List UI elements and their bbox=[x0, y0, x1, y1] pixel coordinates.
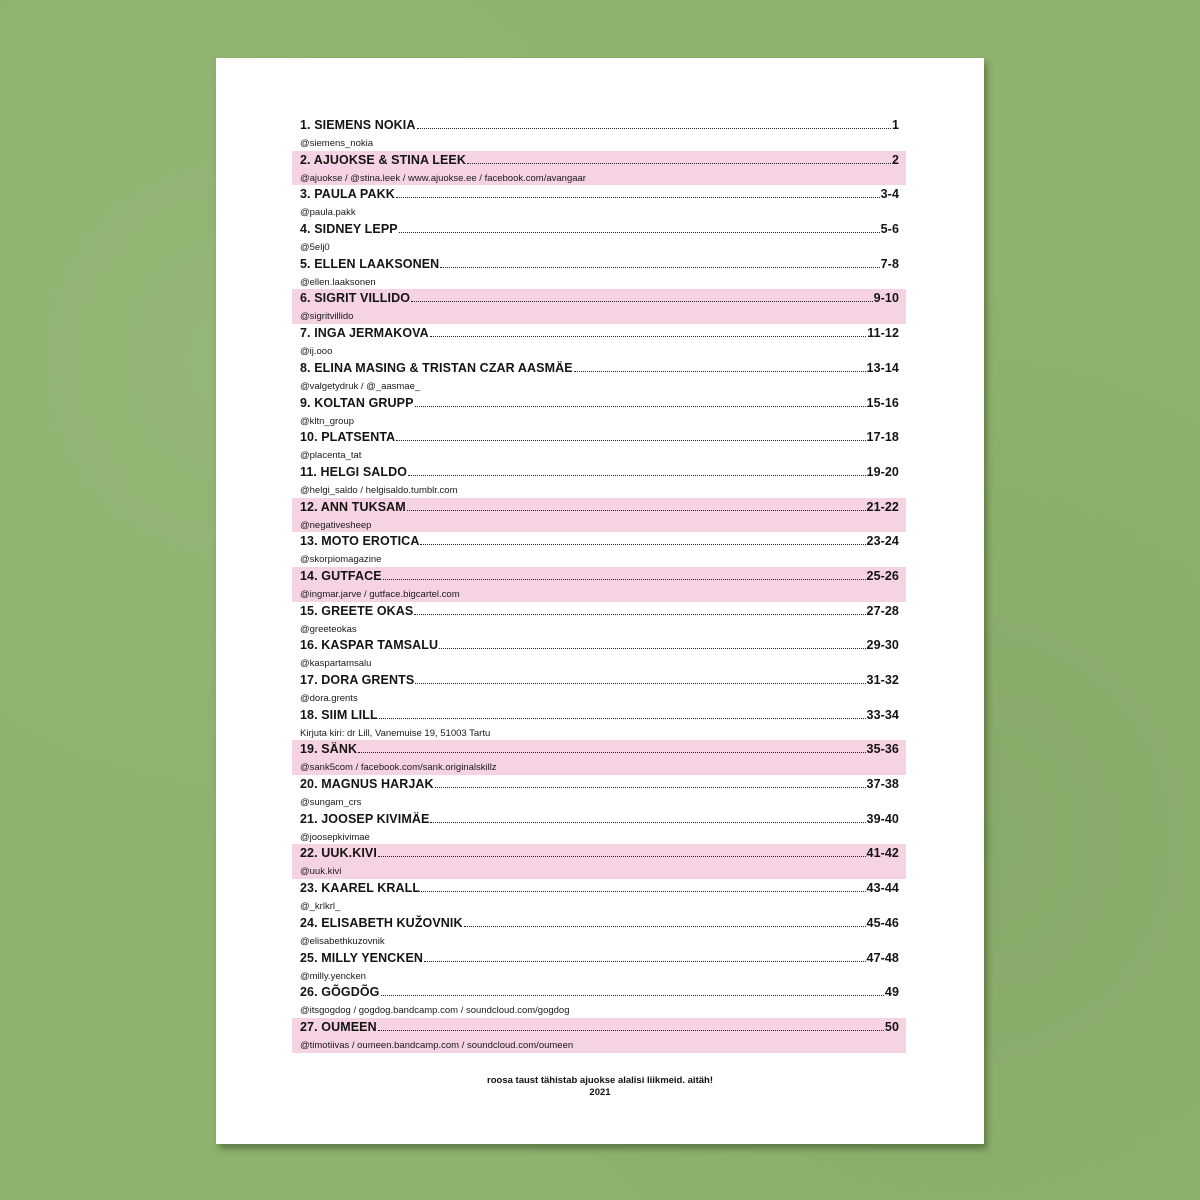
dot-leader bbox=[464, 925, 866, 927]
toc-entry-line bbox=[300, 844, 899, 865]
entry-contact: @negativesheep bbox=[300, 519, 372, 531]
dot-leader bbox=[381, 994, 884, 996]
entry-title: 10. PLATSENTA bbox=[300, 430, 396, 445]
toc-entry bbox=[292, 775, 906, 810]
entry-contact: @_krlkrl_ bbox=[300, 901, 341, 913]
entry-contact: @dora.grents bbox=[300, 693, 358, 704]
entry-contact: @timotiivas / oumeen.bandcamp.com / soundcloud.com/oumeen bbox=[300, 1039, 574, 1051]
entry-contact: @ajuokse / @stina.leek / www.ajuokse.ee / facebook.com/avangaar bbox=[300, 172, 586, 184]
toc-entry bbox=[292, 810, 906, 845]
entry-contact: @elisabethkuzovnik bbox=[300, 935, 385, 947]
toc-entry-line bbox=[300, 428, 899, 449]
toc-entry bbox=[292, 602, 906, 637]
toc-entry bbox=[292, 914, 906, 949]
toc-entry bbox=[292, 706, 906, 741]
dot-leader bbox=[408, 474, 865, 476]
entry-contact: @itsgogdog / gogdog.bandcamp.com / soundcloud.com/gogdog bbox=[300, 1005, 570, 1017]
toc-entry-line bbox=[300, 220, 899, 241]
toc-entry bbox=[292, 289, 906, 324]
toc-entry bbox=[292, 220, 906, 255]
entry-pages: 9-10 bbox=[873, 291, 899, 306]
entry-title: 9. KOLTAN GRUPP bbox=[300, 395, 414, 410]
entry-title: 19. SÄNK bbox=[300, 742, 358, 757]
entry-contact: @siemens_nokia bbox=[300, 138, 374, 149]
entry-contact: @sungam_crs bbox=[300, 797, 362, 809]
toc-entry bbox=[292, 1018, 906, 1053]
dot-leader bbox=[435, 786, 866, 788]
dot-leader bbox=[430, 335, 866, 337]
dot-leader bbox=[440, 266, 879, 268]
toc-entry-line bbox=[300, 671, 899, 692]
entry-title: 21. JOOSEP KIVIMÄE bbox=[300, 811, 430, 826]
dot-leader bbox=[467, 162, 891, 164]
footer-note: roosa taust tähistab ajuokse alalisi liikmeid. aitäh! bbox=[487, 1075, 713, 1086]
entry-pages: 31-32 bbox=[866, 673, 899, 687]
entry-contact: @milly.yencken bbox=[300, 970, 366, 982]
entry-pages: 37-38 bbox=[866, 777, 899, 792]
entry-title: 5. ELLEN LAAKSONEN bbox=[300, 256, 440, 271]
entry-title: 11. HELGI SALDO bbox=[300, 464, 408, 479]
entry-contact: @greeteokas bbox=[300, 623, 357, 635]
entry-pages: 47-48 bbox=[866, 950, 899, 965]
toc-entry bbox=[292, 740, 906, 775]
entry-pages: 7-8 bbox=[880, 256, 899, 271]
toc-entry-line bbox=[300, 775, 899, 796]
entry-contact: @kaspartamsalu bbox=[300, 658, 372, 670]
toc-entry-line bbox=[300, 602, 899, 623]
entry-contact: @joosepkivimae bbox=[300, 831, 370, 843]
printed-page bbox=[216, 58, 984, 1144]
entry-title: 26. GÕGDÕG bbox=[300, 985, 380, 1000]
entry-contact: @5elj0 bbox=[300, 242, 330, 254]
entry-pages: 49 bbox=[884, 985, 899, 1000]
toc-entry bbox=[292, 428, 906, 463]
toc-entry bbox=[292, 949, 906, 984]
entry-title: 22. UUK.KIVI bbox=[300, 846, 377, 861]
entry-pages: 11-12 bbox=[867, 326, 899, 341]
toc-entry-line bbox=[300, 706, 899, 727]
toc-entry-line bbox=[300, 879, 899, 900]
dot-leader bbox=[379, 717, 866, 719]
entry-contact: @ingmar.jarve / gutface.bigcartel.com bbox=[300, 588, 460, 600]
entry-contact: @skorpiomagazine bbox=[300, 554, 382, 566]
toc-entry bbox=[292, 844, 906, 879]
entry-title: 17. DORA GRENTS bbox=[300, 673, 415, 687]
entry-title: 20. MAGNUS HARJAK bbox=[300, 777, 434, 792]
toc-entry bbox=[292, 636, 906, 671]
dot-leader bbox=[421, 890, 865, 892]
toc-entry-line bbox=[300, 740, 899, 761]
toc-entry bbox=[292, 359, 906, 394]
toc-entry bbox=[292, 394, 906, 429]
toc-entry bbox=[292, 255, 906, 290]
entry-contact: @placenta_tat bbox=[300, 450, 362, 462]
toc-entry-line bbox=[300, 289, 899, 310]
entry-pages: 25-26 bbox=[866, 568, 899, 583]
entry-pages: 2 bbox=[891, 152, 899, 167]
toc-entry-line bbox=[300, 359, 899, 380]
toc-entry-line bbox=[300, 1018, 899, 1039]
entry-contact: @sank5com / facebook.com/sank.originalskillz bbox=[300, 762, 497, 774]
entry-pages: 23-24 bbox=[866, 534, 899, 549]
dot-leader bbox=[407, 509, 866, 511]
toc-entry-line bbox=[300, 983, 899, 1004]
toc-entry-line bbox=[300, 567, 899, 588]
dot-leader bbox=[358, 751, 865, 753]
entry-pages: 35-36 bbox=[866, 742, 899, 757]
entry-pages: 39-40 bbox=[866, 811, 899, 826]
entry-title: 12. ANN TUKSAM bbox=[300, 499, 406, 514]
dot-leader bbox=[417, 127, 891, 129]
dot-leader bbox=[378, 855, 866, 857]
toc-entry-line bbox=[300, 255, 899, 276]
toc-entry bbox=[292, 151, 906, 186]
entry-title: 7. INGA JERMAKOVA bbox=[300, 326, 429, 341]
toc-entry-line bbox=[300, 151, 899, 172]
dot-leader bbox=[383, 578, 866, 580]
entry-pages: 27-28 bbox=[866, 603, 899, 618]
toc-entry bbox=[292, 671, 906, 706]
entry-title: 16. KASPAR TAMSALU bbox=[300, 638, 439, 653]
entry-title: 24. ELISABETH KUŽOVNIK bbox=[300, 915, 463, 930]
entry-contact: @helgi_saldo / helgisaldo.tumblr.com bbox=[300, 484, 458, 496]
table-of-contents bbox=[292, 116, 906, 1053]
dot-leader bbox=[424, 960, 865, 962]
toc-entry bbox=[292, 567, 906, 602]
entry-title: 1. SIEMENS NOKIA bbox=[300, 118, 416, 132]
entry-title: 2. AJUOKSE & STINA LEEK bbox=[300, 152, 466, 167]
toc-entry-line bbox=[300, 914, 899, 935]
dot-leader bbox=[415, 405, 866, 407]
entry-contact: Kirjuta kiri: dr Lill, Vanemuise 19, 51003 Tartu bbox=[300, 727, 491, 739]
dot-leader bbox=[415, 682, 865, 684]
entry-pages: 17-18 bbox=[866, 430, 899, 445]
toc-entry-line bbox=[300, 394, 899, 415]
page-footer bbox=[216, 1075, 984, 1099]
entry-pages: 41-42 bbox=[866, 846, 899, 861]
entry-pages: 33-34 bbox=[866, 707, 899, 722]
dot-leader bbox=[399, 231, 880, 233]
dot-leader bbox=[574, 370, 866, 372]
dot-leader bbox=[411, 300, 873, 302]
toc-entry bbox=[292, 324, 906, 359]
entry-title: 14. GUTFACE bbox=[300, 568, 382, 583]
toc-entry-line bbox=[300, 185, 899, 206]
entry-pages: 13-14 bbox=[866, 360, 899, 375]
entry-pages: 21-22 bbox=[866, 499, 899, 514]
toc-entry bbox=[292, 983, 906, 1018]
entry-contact: @paula.pakk bbox=[300, 207, 356, 219]
entry-pages: 15-16 bbox=[866, 395, 899, 410]
entry-contact: @sigritvillido bbox=[300, 311, 354, 323]
entry-title: 18. SIIM LILL bbox=[300, 707, 378, 722]
entry-title: 4. SIDNEY LEPP bbox=[300, 222, 398, 237]
entry-title: 6. SIGRIT VILLIDO bbox=[300, 291, 411, 306]
dot-leader bbox=[396, 439, 865, 441]
toc-entry bbox=[292, 116, 906, 151]
entry-contact: @ellen.laaksonen bbox=[300, 276, 376, 288]
entry-title: 23. KAAREL KRALL bbox=[300, 881, 421, 896]
entry-contact: @valgetydruk / @_aasmae_ bbox=[300, 380, 421, 392]
entry-pages: 45-46 bbox=[866, 915, 899, 930]
dot-leader bbox=[439, 647, 865, 649]
entry-title: 25. MILLY YENCKEN bbox=[300, 950, 424, 965]
entry-pages: 50 bbox=[884, 1019, 899, 1034]
dot-leader bbox=[430, 821, 865, 823]
entry-contact: @ij.ooo bbox=[300, 346, 333, 358]
entry-pages: 29-30 bbox=[866, 638, 899, 653]
toc-entry bbox=[292, 498, 906, 533]
dot-leader bbox=[378, 1029, 884, 1031]
entry-contact: @uuk.kivi bbox=[300, 866, 342, 878]
toc-entry-line bbox=[300, 463, 899, 484]
entry-title: 13. MOTO EROTICA bbox=[300, 534, 420, 549]
toc-entry-line bbox=[300, 116, 899, 137]
toc-entry bbox=[292, 185, 906, 220]
entry-pages: 3-4 bbox=[880, 187, 899, 202]
toc-entry-line bbox=[300, 949, 899, 970]
entry-title: 8. ELINA MASING & TRISTAN CZAR AASMÄE bbox=[300, 360, 573, 375]
toc-entry-line bbox=[300, 810, 899, 831]
entry-contact: @kltn_group bbox=[300, 415, 355, 427]
toc-entry-line bbox=[300, 636, 899, 657]
footer-year: 2021 bbox=[589, 1087, 611, 1098]
entry-pages: 1 bbox=[891, 118, 899, 132]
dot-leader bbox=[420, 543, 865, 545]
toc-entry bbox=[292, 879, 906, 914]
dot-leader bbox=[414, 613, 865, 615]
entry-pages: 43-44 bbox=[866, 881, 899, 896]
entry-pages: 19-20 bbox=[866, 464, 899, 479]
toc-entry-line bbox=[300, 498, 899, 519]
dot-leader bbox=[396, 196, 880, 198]
entry-title: 15. GREETE OKAS bbox=[300, 603, 414, 618]
toc-entry bbox=[292, 463, 906, 498]
entry-title: 3. PAULA PAKK bbox=[300, 187, 395, 202]
entry-pages: 5-6 bbox=[880, 222, 899, 237]
toc-entry-line bbox=[300, 324, 899, 345]
toc-entry bbox=[292, 532, 906, 567]
entry-title: 27. OUMEEN bbox=[300, 1019, 377, 1034]
toc-entry-line bbox=[300, 532, 899, 553]
